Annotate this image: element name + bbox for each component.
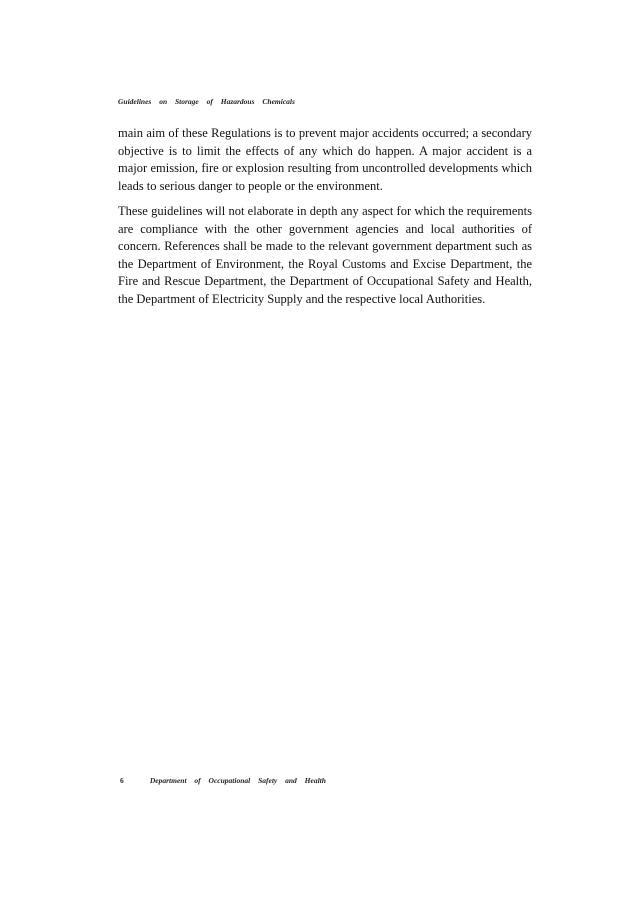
page-number: 6 xyxy=(120,776,124,785)
body-paragraph-2: These guidelines will not elaborate in depth any aspect for which the requirements are compliance with the other government agencies and local authorities of concern. References shall be made to the relevant government department such as the Department of Environment, the Royal Customs and Excise Department, the Fire and Rescue Department, the Department of Occupational Safety and Health, the Department of Electricity Supply and the respective local Authorities. xyxy=(118,204,532,306)
running-header: Guidelines on Storage of Hazardous Chemicals xyxy=(118,97,295,106)
footer-title: Department of Occupational Safety and Health xyxy=(149,776,326,785)
page-footer xyxy=(120,776,326,785)
body-paragraph-1: main aim of these Regulations is to prevent major accidents occurred; a secondary objective is to limit the effects of any which do happen. A major accident is a major emission, fire or explosion resulting from uncontrolled developments which leads to serious danger to people or the environment. xyxy=(118,126,532,193)
